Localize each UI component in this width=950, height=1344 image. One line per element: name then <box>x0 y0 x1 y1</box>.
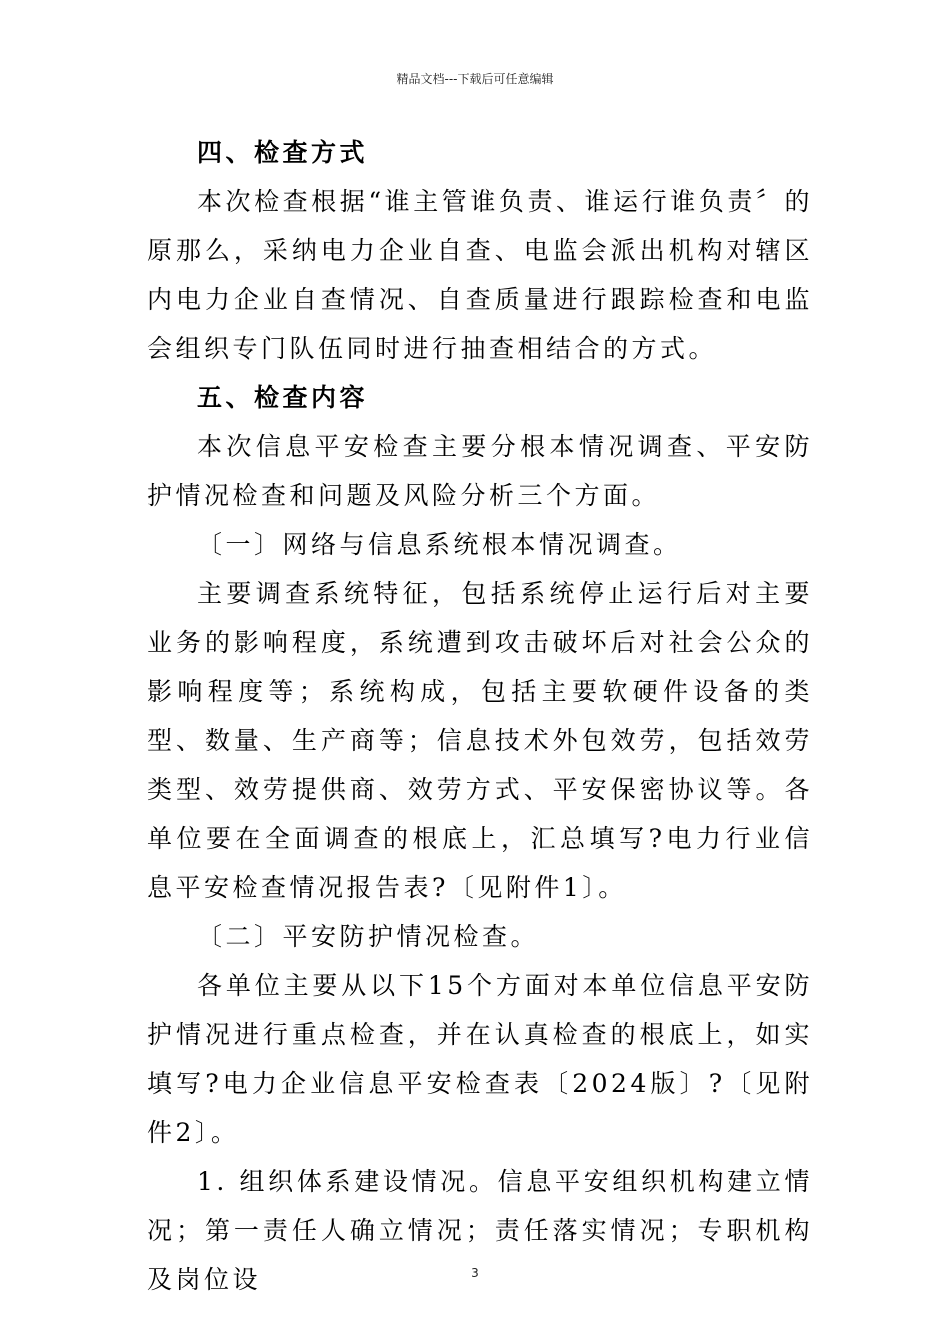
paragraph: 本次信息平安检查主要分根本情况调查、平安防护情况检查和问题及风险分析三个方面。 <box>147 432 813 510</box>
subheading-2: 〔二〕平安防护情况检查。 <box>197 922 540 951</box>
section-heading-5: 五、检查内容 <box>197 383 369 412</box>
page-header: 精品文档---下载后可任意编辑 <box>396 72 554 86</box>
paragraph: 本次检查根据“谁主管谁负责、谁运行谁负责〞的原那么，采纳电力企业自查、电监会派出机构对辖区内电力企业自查情况、自查质量进行跟踪检查和电监会组织专门队伍同时进行抽查相结合的方式。 <box>147 187 813 363</box>
subheading-1: 〔一〕网络与信息系统根本情况调查。 <box>197 530 682 559</box>
page-number: 3 <box>471 1266 479 1280</box>
paragraph: 1. 组织体系建设情况。信息平安组织机构建立情况；第一责任人确立情况；责任落实情况；专职机构及岗位设 <box>147 1167 813 1294</box>
document-body <box>147 128 813 1304</box>
section-heading-4: 四、检查方式 <box>197 138 369 167</box>
paragraph: 主要调查系统特征，包括系统停止运行后对主要业务的影响程度，系统遭到攻击破坏后对社会公众的影响程度等；系统构成，包括主要软硬件设备的类型、数量、生产商等；信息技术外包效劳，包括效劳类型、效劳提供商、效劳方式、平安保密协议等。各单位要在全面调查的根底上，汇总填写?电力行业信息平安检查情况报告表?〔见附件1〕。 <box>147 579 813 902</box>
paragraph: 各单位主要从以下15个方面对本单位信息平安防护情况进行重点检查，并在认真检查的根底上，如实填写?电力企业信息平安检查表〔2024版〕?〔见附件2〕。 <box>147 971 813 1147</box>
